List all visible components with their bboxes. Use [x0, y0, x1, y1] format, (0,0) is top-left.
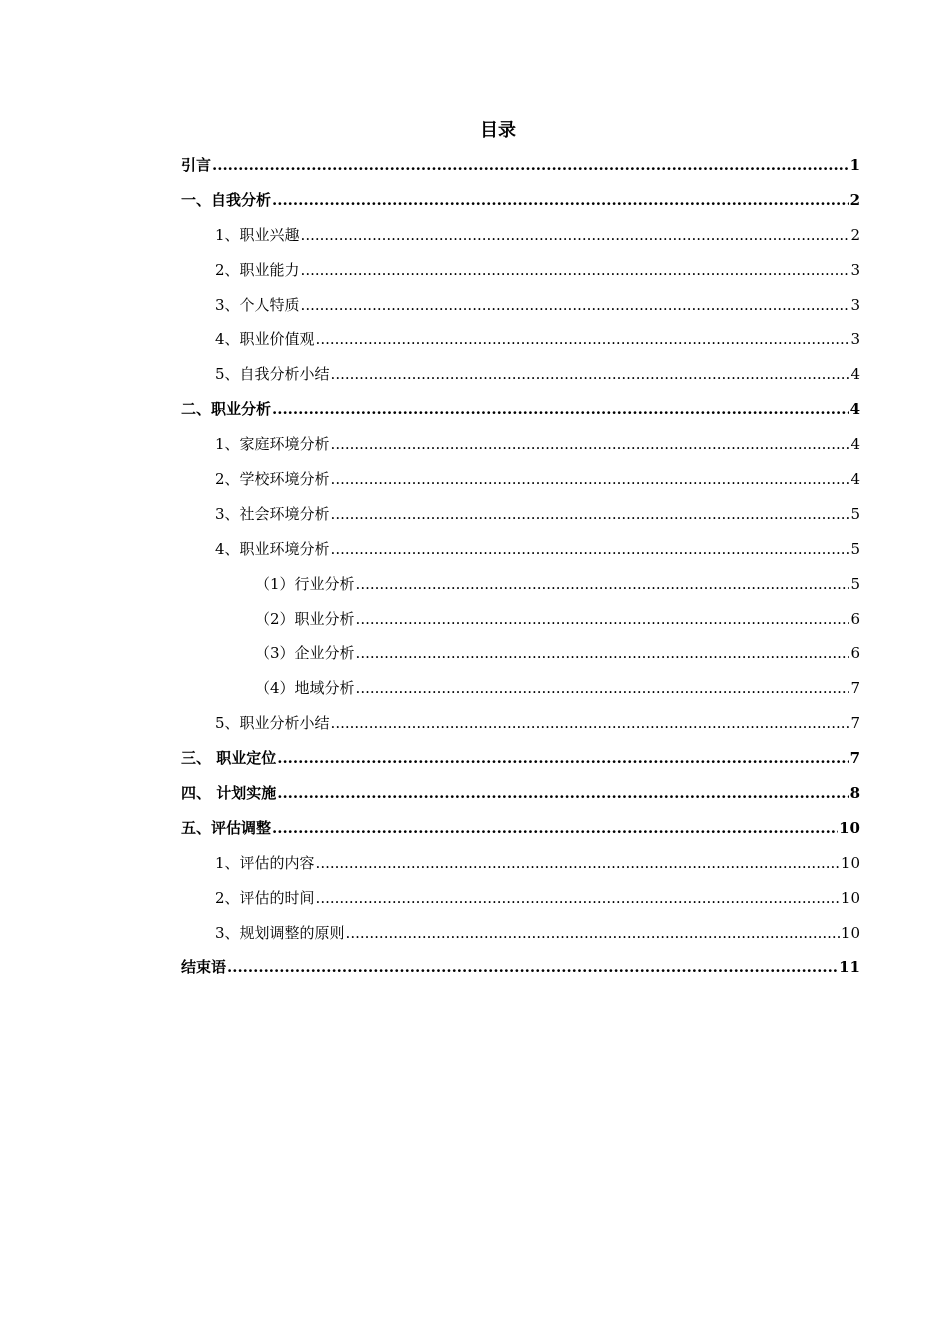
- toc-page-number: 2: [850, 225, 860, 244]
- toc-dot-leader: [316, 881, 840, 916]
- toc-entry-text: 3、个人特质: [215, 295, 300, 314]
- toc-page-number: 3: [850, 330, 860, 349]
- toc-dot-leader: [227, 950, 838, 985]
- toc-dot-leader: [356, 636, 850, 671]
- toc-page-number: 5: [850, 574, 860, 593]
- toc-page-number: 6: [850, 644, 860, 663]
- toc-page-number: 4: [850, 470, 860, 489]
- toc-entry[interactable]: [181, 253, 860, 288]
- toc-entry-text: 5、自我分析小结: [215, 365, 330, 384]
- toc-dot-leader: [277, 776, 848, 811]
- toc-dot-leader: [356, 602, 850, 637]
- toc-dot-leader: [316, 846, 840, 881]
- toc-entry-text: 1、评估的内容: [215, 853, 315, 872]
- toc-entry[interactable]: [181, 916, 860, 951]
- toc-entry[interactable]: [181, 218, 860, 253]
- toc-entry[interactable]: [181, 671, 860, 706]
- toc-entry-text: 5、职业分析小结: [215, 714, 330, 733]
- toc-dot-leader: [356, 671, 850, 706]
- toc-entry-text: （4）地域分析: [255, 679, 355, 698]
- toc-entry-text: 3、规划调整的原则: [215, 923, 345, 942]
- toc-entry[interactable]: [181, 462, 860, 497]
- toc-page-number: 1: [849, 156, 860, 174]
- toc-entry-text: 4、职业环境分析: [215, 539, 330, 558]
- toc-dot-leader: [316, 322, 850, 357]
- toc-page-number: 2: [849, 190, 860, 209]
- toc-dot-leader: [331, 706, 850, 741]
- toc-entry[interactable]: [181, 322, 860, 357]
- toc-entry-text: 3、社会环境分析: [215, 504, 330, 523]
- toc-page-number: 7: [850, 714, 860, 733]
- toc-entry[interactable]: [181, 427, 860, 462]
- toc-page-number: 3: [850, 295, 860, 314]
- toc-dot-leader: [301, 218, 850, 253]
- toc-entry-text: 4、职业价值观: [215, 330, 315, 349]
- toc-list: [181, 148, 860, 985]
- toc-entry-text: 五、评估调整: [181, 818, 272, 837]
- toc-entry-text: 引言: [181, 156, 212, 174]
- toc-page-number: 7: [849, 749, 860, 768]
- toc-page-number: 10: [839, 818, 860, 837]
- toc-entry[interactable]: [181, 706, 860, 741]
- toc-dot-leader: [272, 183, 849, 218]
- toc-page-number: 10: [840, 888, 860, 907]
- toc-dot-leader: [272, 392, 849, 427]
- toc-entry[interactable]: [181, 357, 860, 392]
- toc-entry-text: 2、职业能力: [215, 260, 300, 279]
- toc-dot-leader: [331, 497, 850, 532]
- toc-entry-text: 四、 计划实施: [181, 784, 277, 803]
- toc-entry-text: 三、 职业定位: [181, 749, 277, 768]
- toc-page-number: 5: [850, 539, 860, 558]
- toc-dot-leader: [277, 741, 848, 776]
- toc-entry-text: （1）行业分析: [255, 574, 355, 593]
- toc-dot-leader: [331, 462, 850, 497]
- toc-dot-leader: [272, 811, 838, 846]
- toc-entry[interactable]: [181, 497, 860, 532]
- toc-dot-leader: [331, 532, 850, 567]
- toc-entry[interactable]: [181, 881, 860, 916]
- toc-entry-text: 1、家庭环境分析: [215, 435, 330, 454]
- toc-dot-leader: [301, 288, 850, 323]
- toc-entry-text: 2、学校环境分析: [215, 470, 330, 489]
- toc-dot-leader: [356, 567, 850, 602]
- toc-entry[interactable]: [181, 811, 860, 846]
- toc-entry[interactable]: [181, 567, 860, 602]
- toc-page-number: 7: [850, 679, 860, 698]
- toc-page-number: 3: [850, 260, 860, 279]
- toc-entry[interactable]: [181, 776, 860, 811]
- toc-page-number: 11: [839, 958, 860, 977]
- toc-entry[interactable]: [181, 741, 860, 776]
- toc-page-number: 4: [849, 400, 860, 419]
- toc-entry-text: 1、职业兴趣: [215, 225, 300, 244]
- toc-entry-text: （3）企业分析: [255, 644, 355, 663]
- toc-entry[interactable]: [181, 846, 860, 881]
- toc-entry-text: 结束语: [181, 958, 227, 977]
- toc-page-number: 4: [850, 365, 860, 384]
- toc-dot-leader: [212, 148, 849, 183]
- toc-entry[interactable]: [181, 148, 860, 183]
- toc-entry[interactable]: [181, 636, 860, 671]
- toc-entry[interactable]: [181, 532, 860, 567]
- toc-entry-text: 一、自我分析: [181, 190, 272, 209]
- toc-entry-text: 二、职业分析: [181, 400, 272, 419]
- toc-entry[interactable]: [181, 183, 860, 218]
- toc-entry-text: （2）职业分析: [255, 609, 355, 628]
- toc-entry-text: 2、评估的时间: [215, 888, 315, 907]
- toc-dot-leader: [331, 357, 850, 392]
- toc-page-number: 10: [840, 923, 860, 942]
- toc-title: 目录: [480, 120, 516, 141]
- toc-page-number: 6: [850, 609, 860, 628]
- toc-entry[interactable]: [181, 950, 860, 985]
- toc-entry[interactable]: [181, 392, 860, 427]
- toc-page-number: 4: [850, 435, 860, 454]
- toc-page-number: 10: [840, 853, 860, 872]
- toc-dot-leader: [331, 427, 850, 462]
- toc-entry[interactable]: [181, 288, 860, 323]
- toc-dot-leader: [301, 253, 850, 288]
- toc-page-number: 8: [849, 784, 860, 803]
- toc-page-number: 5: [850, 504, 860, 523]
- toc-entry[interactable]: [181, 602, 860, 637]
- toc-dot-leader: [346, 916, 840, 951]
